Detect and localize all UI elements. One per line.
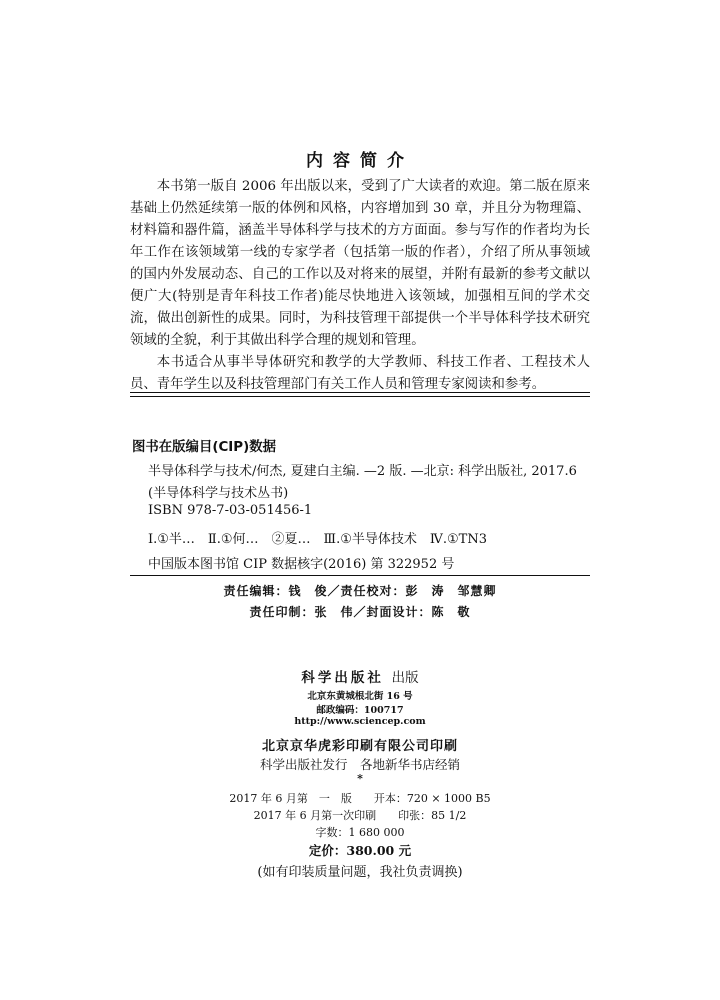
publisher-postcode: 邮政编码：100717 bbox=[316, 705, 404, 716]
credits-editors: 责任编辑：钱 俊／责任校对：彭 涛 邹慧卿 bbox=[223, 584, 497, 598]
publisher-line bbox=[0, 666, 720, 686]
publisher-suffix: 出版 bbox=[391, 670, 419, 686]
cip-isbn: ISBN 978-7-03-051456-1 bbox=[148, 503, 313, 518]
star-mark: * bbox=[357, 772, 363, 785]
summary-body bbox=[130, 176, 590, 396]
cip-title-line: 半导体科学与技术/何杰, 夏建白主编. —2 版. —北京: 科学出版社, 2017.6 bbox=[148, 464, 577, 479]
word-count: 字数：1 680 000 bbox=[315, 826, 405, 839]
cip-record: 中国版本图书馆 CIP 数据核字(2016) 第 322952 号 bbox=[148, 557, 455, 572]
divider bbox=[130, 392, 590, 393]
cip-heading: 图书在版编目(CIP)数据 bbox=[132, 440, 276, 455]
publisher-website: http://www.sciencep.com bbox=[294, 716, 426, 727]
summary-paragraph: 本书第一版自 2006 年出版以来，受到了广大读者的欢迎。第二版在原来基础上仍然延续第一版的体例和风格，内容增加到 30 章，并且分为物理篇、材料篇和器件篇，涵盖半导体科学与技术的方方面面。参与写作的作者均为长年工作在该领域第一线的专家学者（包括第一版的作者），介绍了所从事领域的国内外发展动态、自己的工作以及对将来的展望，并附有最新的参考文献以便广大(特别是青年科技工作者)能尽快地进入该领域，加强相互间的学术交流，做出创新性的成果。同时，为科技管理干部提供一个半导体科学技术研究领域的全貌，利于其做出科学合理的规划和管理。 bbox=[130, 179, 590, 348]
cip-series: (半导体科学与技术丛书) bbox=[148, 486, 289, 501]
edition-line: 2017 年 6 月第 一 版 开本：720 × 1000 B5 bbox=[229, 792, 491, 805]
publisher-name: 科学出版社 bbox=[301, 670, 384, 686]
publisher-address: 北京东黄城根北街 16 号 bbox=[307, 691, 413, 702]
credits-production: 责任印制：张 伟／封面设计：陈 敬 bbox=[249, 605, 471, 619]
printer-line: 北京京华虎彩印刷有限公司印刷 bbox=[261, 739, 458, 754]
summary-title: 内容简介 bbox=[306, 151, 414, 171]
printing-line: 2017 年 6 月第一次印刷 印张：85 1/2 bbox=[253, 809, 467, 822]
quality-notice: (如有印装质量问题，我社负责调换) bbox=[257, 865, 463, 880]
divider bbox=[130, 396, 590, 397]
divider bbox=[130, 575, 590, 576]
cip-classification: Ⅰ.①半… Ⅱ.①何… ②夏… Ⅲ.①半导体技术 Ⅳ.①TN3 bbox=[148, 532, 487, 547]
distribution-line: 科学出版社发行 各地新华书店经销 bbox=[259, 757, 460, 772]
summary-paragraph: 本书适合从事半导体研究和教学的大学教师、科技工作者、工程技术人员、青年学生以及科技管理部门有关工作人员和管理专家阅读和参考。 bbox=[130, 355, 590, 392]
price: 定价：380.00 元 bbox=[308, 843, 412, 858]
